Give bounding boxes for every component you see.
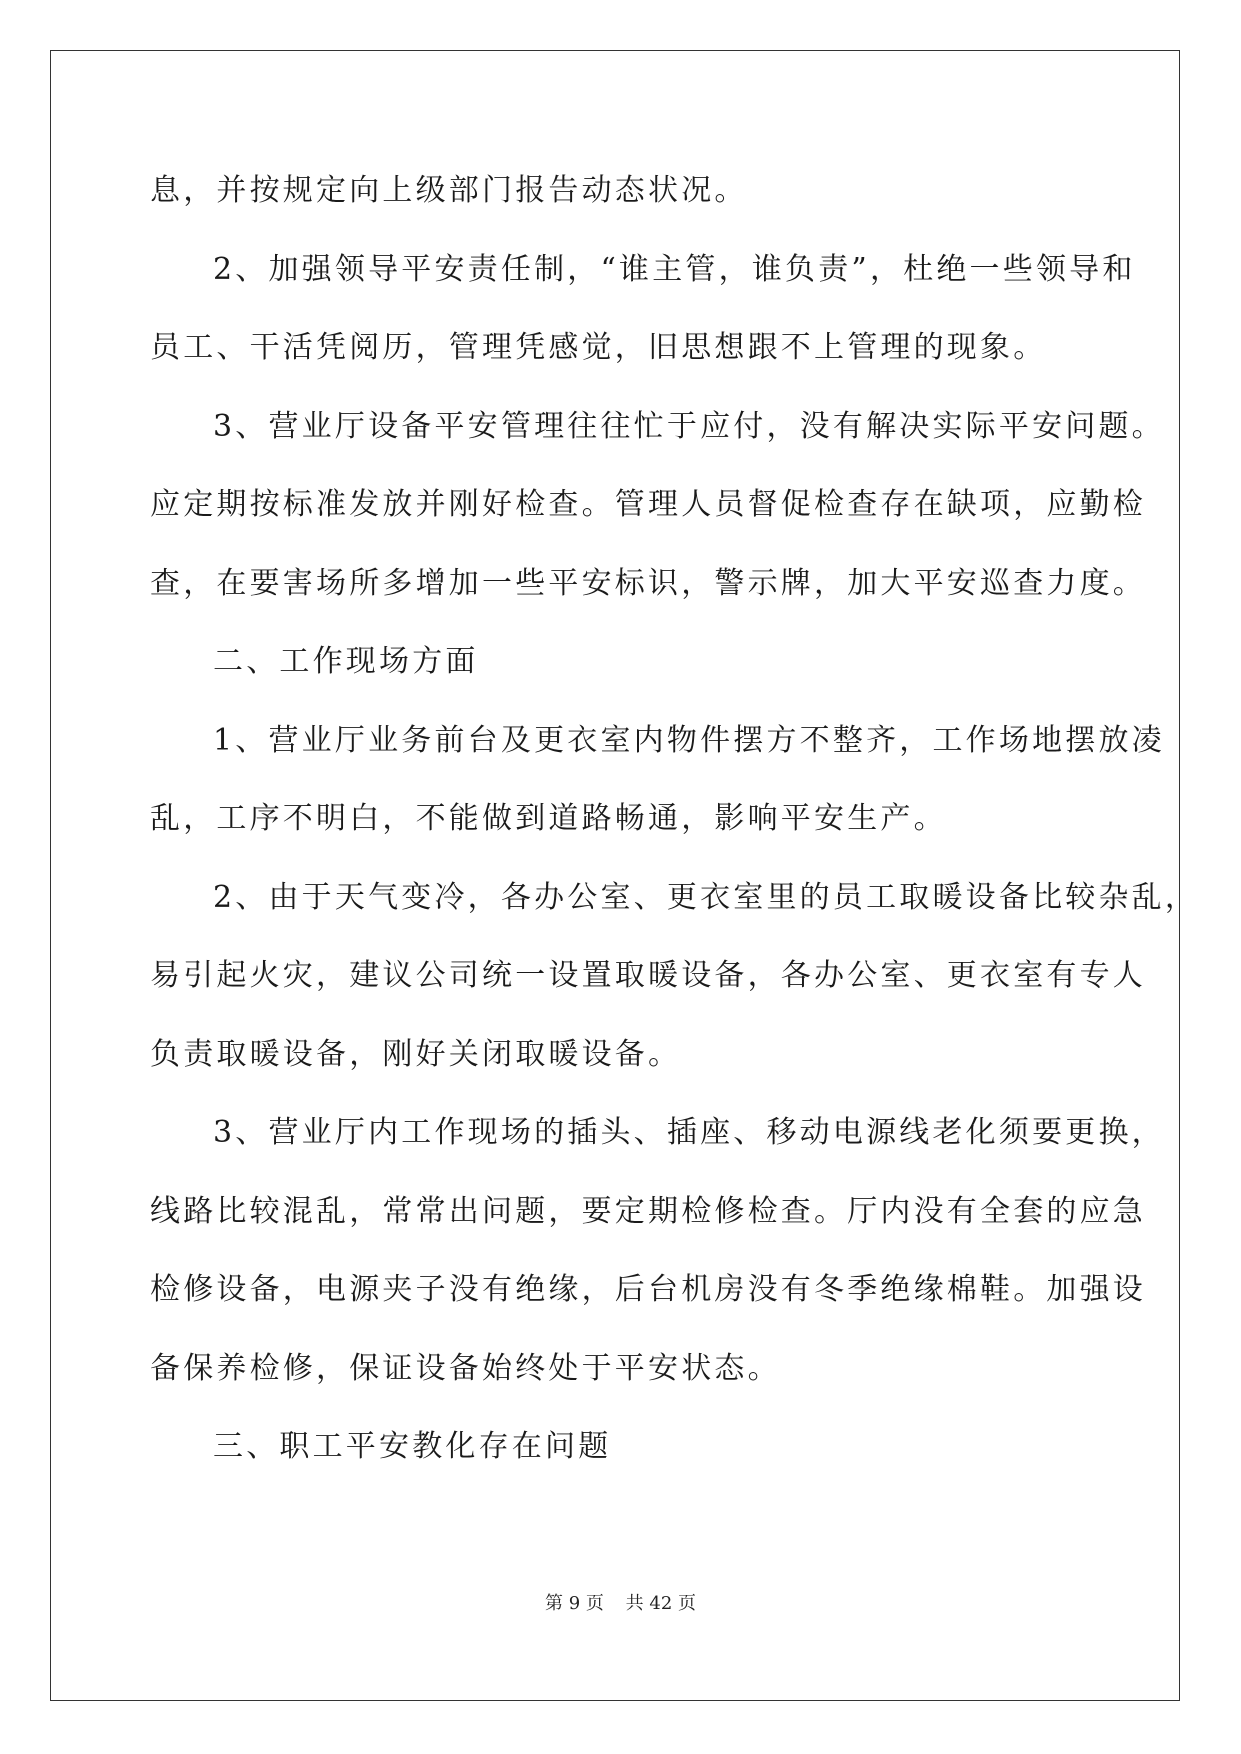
text-line: 查，在要害场所多增加一些平安标识，警示牌，加大平安巡查力度。 bbox=[150, 565, 1146, 601]
text-line: 应定期按标准发放并刚好检查。管理人员督促检查存在缺项，应勤检 bbox=[150, 487, 1146, 522]
text-line: 检修设备，电源夹子没有绝缘，后台机房没有冬季绝缘棉鞋。加强设 bbox=[150, 1272, 1146, 1307]
text-line: 乱，工序不明白，不能做到道路畅通，影响平安生产。 bbox=[150, 801, 947, 836]
text-line: 员工、干活凭阅历，管理凭感觉，旧思想跟不上管理的现象。 bbox=[150, 330, 1047, 365]
page-footer bbox=[0, 1589, 1241, 1615]
document-body bbox=[150, 152, 1199, 1487]
text-line: 2、由于天气变冷，各办公室、更衣室里的员工取暖设备比较杂乱， bbox=[213, 879, 1199, 915]
text-line: 3、营业厅设备平安管理往往忙于应付，没有解决实际平安问题。 bbox=[213, 408, 1165, 444]
text-line: 备保养检修，保证设备始终处于平安状态。 bbox=[150, 1350, 781, 1386]
text-line: 易引起火灾，建议公司统一设置取暖设备，各办公室、更衣室有专人 bbox=[150, 958, 1146, 993]
page-number: 第 9 页 bbox=[545, 1593, 604, 1614]
text-line: 1、营业厅业务前台及更衣室内物件摆方不整齐，工作场地摆放凌 bbox=[213, 722, 1165, 758]
text-line: 2、加强领导平安责任制，“谁主管，谁负责”，杜绝一些领导和 bbox=[213, 251, 1136, 287]
text-line: 息，并按规定向上级部门报告动态状况。 bbox=[150, 173, 748, 208]
text-line: 二、工作现场方面 bbox=[213, 644, 479, 679]
text-line: 线路比较混乱，常常出问题，要定期检修检查。厅内没有全套的应急 bbox=[150, 1193, 1146, 1229]
text-line: 3、营业厅内工作现场的插头、插座、移动电源线老化须要更换， bbox=[213, 1115, 1165, 1150]
text-line: 三、职工平安教化存在问题 bbox=[213, 1429, 612, 1464]
text-line: 负责取暖设备，刚好关闭取暖设备。 bbox=[150, 1036, 682, 1072]
page-total: 共 42 页 bbox=[625, 1593, 696, 1614]
